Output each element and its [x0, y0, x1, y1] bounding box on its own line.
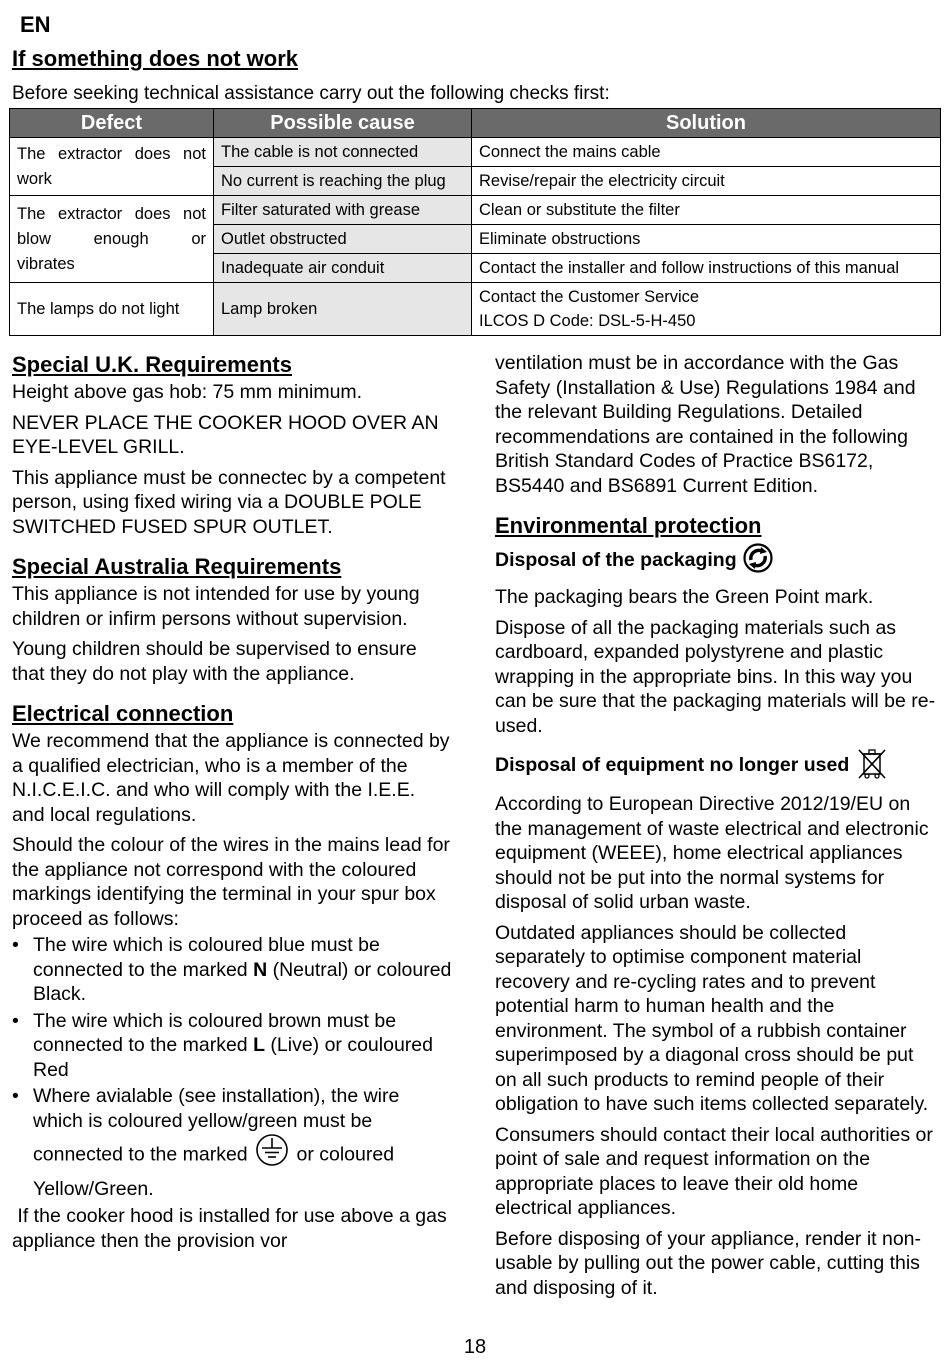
cause-cell: Lamp broken [214, 283, 472, 336]
defect-line: blow enough or [17, 229, 206, 248]
environmental-protection-heading: Environmental protection [495, 513, 762, 538]
solution-cell: Connect the mains cable [472, 138, 941, 167]
header-defect: Defect [10, 109, 214, 138]
defect-line: The extractor does not [17, 204, 206, 223]
equipment-text-2: Outdated appliances should be collected separately to optimise component material recovery and re-cycling rates and to prevent potential harm to human health and the environment. The symbol of a rubbish container superimposed by a diagonal cross should be put on all such products to remind people of their obligation to have such items collected separately. [495, 921, 929, 1115]
solution-cell: Contact the installer and follow instructions of this manual [472, 254, 941, 283]
ventilation-text: ventilation must be in accordance with the Gas Safety (Installation & Use) Regulations 1984 and the relevant Building Regulations. Detailed recommendations are contained in the following British Standard Codes of Practice BS6172, BS5440 and BS6891 Current Edition. [495, 352, 916, 497]
uk-wiring-text: This appliance must be connectec by a competent person, using fixed wiring via a DOUBLE POLE SWITCHED FUSED SPUR OUTLET. [12, 466, 446, 538]
packaging-disposal-heading [495, 543, 940, 579]
table-header-row [10, 109, 941, 138]
terminal-label: L [253, 1034, 265, 1056]
terminal-label: N [253, 958, 268, 981]
equipment-disposal-label: Disposal of equipment no longer used [495, 754, 850, 777]
header-cause: Possible cause [214, 109, 472, 138]
uk-warning-text: NEVER PLACE THE COOKER HOOD OVER AN EYE-LEVEL GRILL. [12, 411, 439, 458]
page-number: 18 [463, 1336, 487, 1358]
defect-cell [10, 138, 214, 196]
equipment-text-4: Before disposing of your appliance, render it non-usable by pulling out the power cable, cutting this and disposing of it. [495, 1227, 922, 1299]
table-row [10, 138, 941, 167]
uk-requirements-heading: Special U.K. Requirements [12, 352, 292, 377]
solution-cell: Clean or substitute the filter [472, 196, 941, 225]
list-item [12, 1009, 452, 1083]
cause-cell: Filter saturated with grease [214, 196, 472, 225]
solution-line: ILCOS D Code: DSL-5-H-450 [479, 312, 696, 330]
left-column [12, 351, 452, 1259]
packaging-disposal-label: Disposal of the packaging [495, 549, 737, 572]
bullet: • [12, 934, 19, 956]
cause-cell: Outlet obstructed [214, 225, 472, 254]
cause-cell: No current is reaching the plug [214, 167, 472, 196]
defect-line: The lamps do not light [17, 299, 180, 318]
gas-appliance-text: If the cooker hood is installed for use above a gas appliance then the provision vor [12, 1205, 453, 1252]
right-column [495, 351, 940, 1306]
intro-text: Before seeking technical assistance carry out the following checks first: [12, 83, 610, 104]
uk-height-text: Height above gas hob: 75 mm minimum. [12, 381, 363, 403]
australia-text-2: Young children should be supervised to ensure that they do not play with the appliance. [12, 638, 417, 685]
table-row [10, 196, 941, 225]
cause-cell: Inadequate air conduit [214, 254, 472, 283]
page-title: If something does not work [12, 46, 299, 71]
bullet: • [12, 1085, 19, 1107]
equipment-text-3: Consumers should contact their local authorities or point of sale and request information on the appropriate places to leave their old home electrical appliances. [495, 1123, 933, 1219]
table-row [10, 283, 941, 336]
cause-cell: The cable is not connected [214, 138, 472, 167]
list-text: (Live) or couloured Red [33, 1034, 433, 1081]
australia-requirements-heading: Special Australia Requirements [12, 554, 342, 579]
earth-ground-icon [253, 1134, 291, 1177]
australia-text-1: This appliance is not intended for use by young children or infirm persons without supervision. [12, 583, 420, 630]
defect-line: The extractor does not [17, 144, 206, 163]
list-text: The wire which is coloured brown must be connected to the marked [33, 1009, 397, 1056]
list-item [12, 933, 452, 1007]
packaging-text-2: Dispose of all the packaging materials such as cardboard, expanded polystyrene and plastic wrapping in the appropriate bins. In this way you can be sure that the packaging materials will be re-used. [495, 616, 936, 737]
list-text: The wire which is coloured blue must be connected to the marked [33, 934, 380, 981]
defect-line: vibrates [17, 254, 75, 273]
list-text: or coloured Yellow/Green. [33, 1143, 395, 1200]
solution-cell: Eliminate obstructions [472, 225, 941, 254]
solution-cell [472, 283, 941, 336]
packaging-text-1: The packaging bears the Green Point mark. [495, 586, 874, 608]
solution-line: Contact the Customer Service [479, 288, 700, 306]
bullet: • [12, 1009, 19, 1032]
list-text: Where avialable (see installation), the wire which is coloured yellow/green must be connected to the marked [33, 1085, 400, 1166]
solution-cell: Revise/repair the electricity circuit [472, 167, 941, 196]
green-point-icon [742, 543, 774, 579]
crossed-bin-icon [855, 746, 889, 786]
electrical-text-2: Should the colour of the wires in the mains lead for the appliance not correspond with the coloured markings identifying the terminal in your spur box proceed as follows: [12, 834, 450, 930]
wire-list [12, 933, 452, 1202]
defect-cell [10, 283, 214, 336]
electrical-text-1: We recommend that the appliance is connected by a qualified electrician, who is a member of the N.I.C.E.I.C. and who will comply with the I.E.E. and local regulations. [12, 730, 450, 826]
defect-line: work [17, 169, 52, 188]
troubleshooting-table [9, 108, 941, 336]
defect-cell [10, 196, 214, 283]
list-text: (Neutral) or coloured Black. [33, 958, 452, 1005]
list-item [12, 1084, 452, 1202]
equipment-text-1: According to European Directive 2012/19/EU on the management of waste electrical and electronic equipment (WEEE), home electrical appliances should not be put into the normal systems for disposal of solid urban waste. [495, 793, 929, 913]
header-solution: Solution [472, 109, 941, 138]
electrical-connection-heading: Electrical connection [12, 701, 234, 726]
language-code: EN [20, 12, 51, 37]
equipment-disposal-heading [495, 746, 940, 786]
